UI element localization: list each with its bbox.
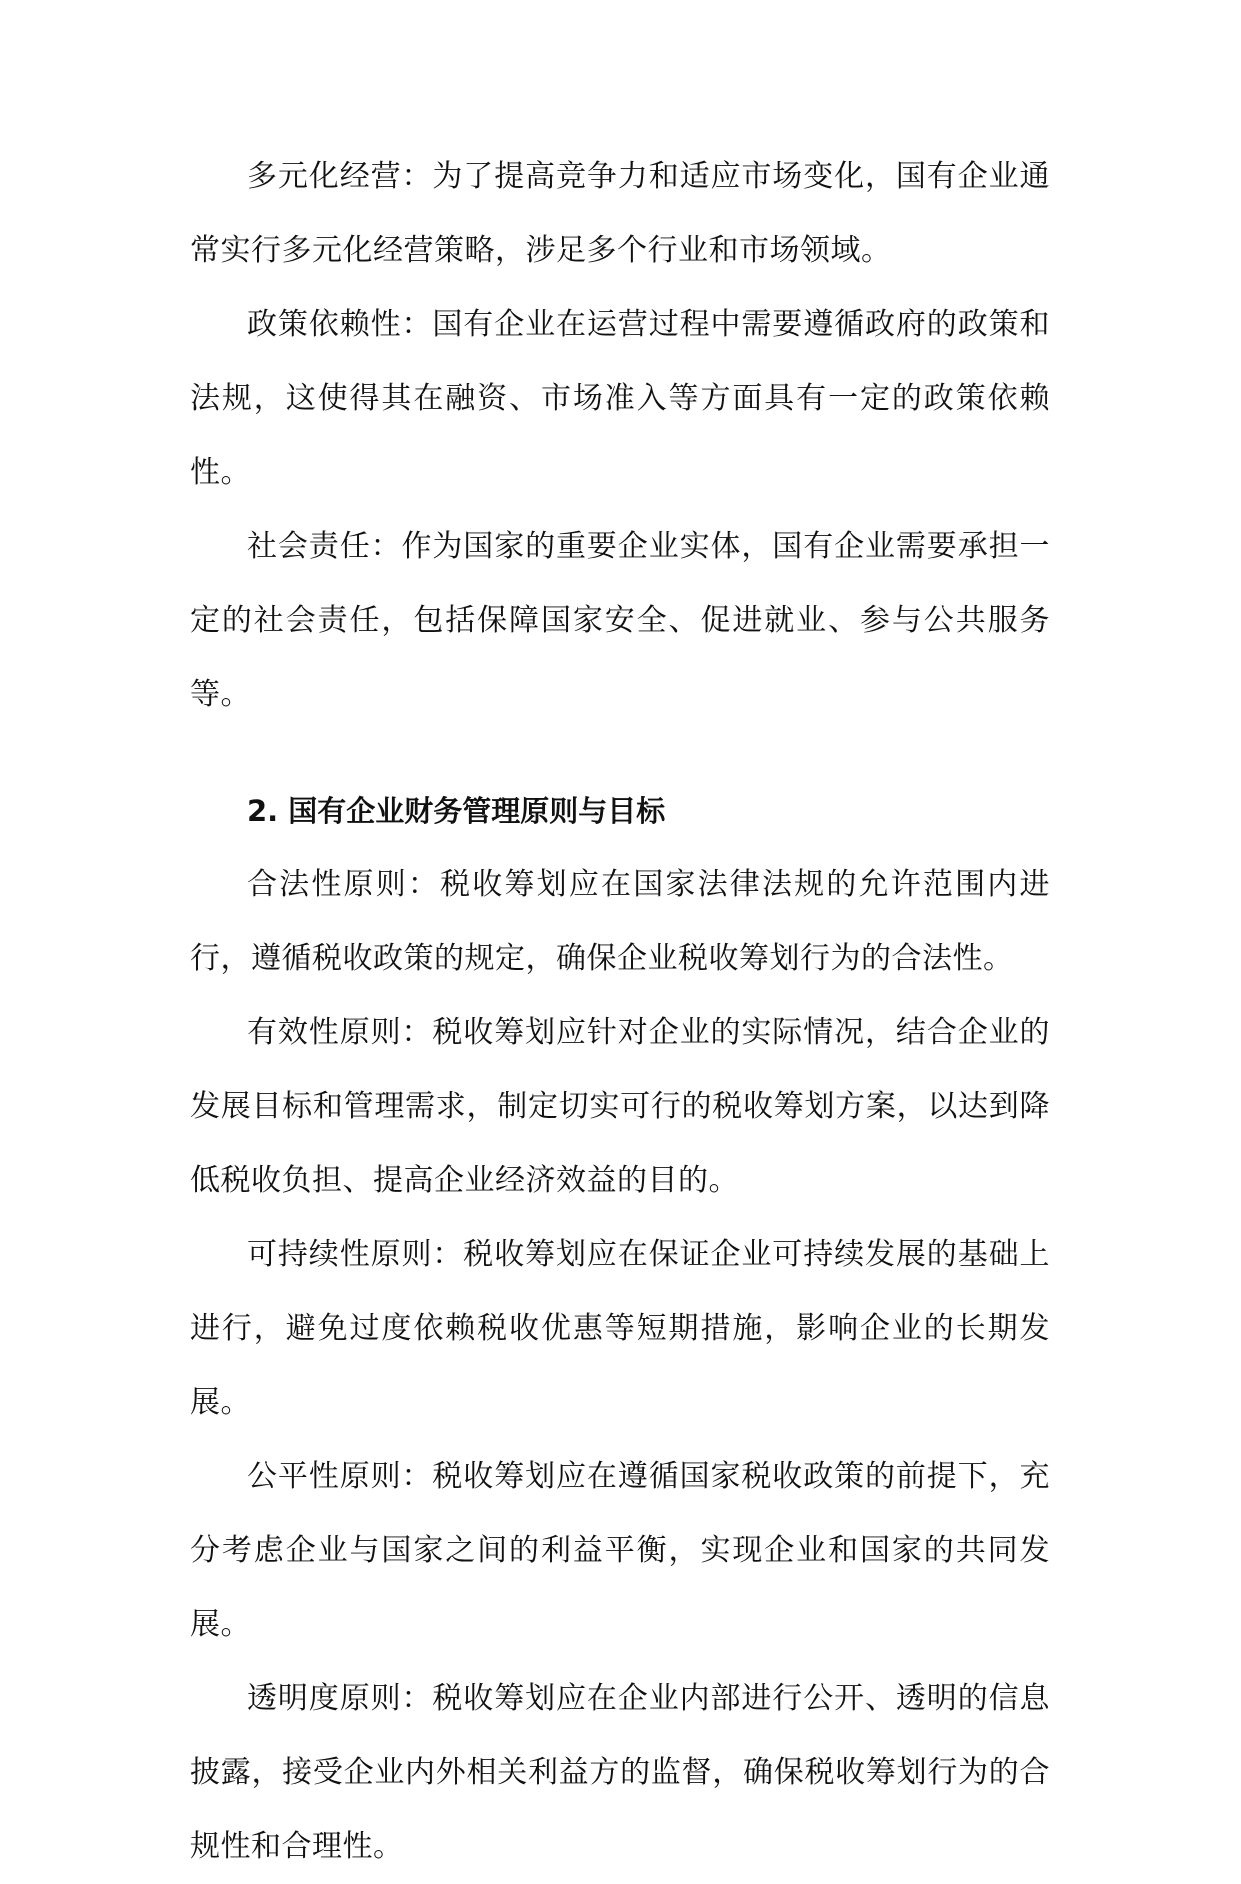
page-content xyxy=(190,140,1050,1884)
paragraph-sustainability-principle: 可持续性原则：税收筹划应在保证企业可持续发展的基础上进行，避免过度依赖税收优惠等短期措施，影响企业的长期发展。 xyxy=(190,1237,1050,1420)
paragraph-effectiveness-principle: 有效性原则：税收筹划应针对企业的实际情况，结合企业的发展目标和管理需求，制定切实可行的税收筹划方案，以达到降低税收负担、提高企业经济效益的目的。 xyxy=(190,1015,1050,1198)
paragraph-legality-principle: 合法性原则：税收筹划应在国家法律法规的允许范围内进行，遵循税收政策的规定，确保企业税收筹划行为的合法性。 xyxy=(190,867,1050,976)
paragraph-transparency-principle: 透明度原则：税收筹划应在企业内部进行公开、透明的信息披露，接受企业内外相关利益方的监督，确保税收筹划行为的合规性和合理性。 xyxy=(190,1681,1050,1864)
paragraph-fairness-principle: 公平性原则：税收筹划应在遵循国家税收政策的前提下，充分考虑企业与国家之间的利益平衡，实现企业和国家的共同发展。 xyxy=(190,1459,1050,1642)
paragraph-policy-dependence: 政策依赖性：国有企业在运营过程中需要遵循政府的政策和法规，这使得其在融资、市场准入等方面具有一定的政策依赖性。 xyxy=(190,307,1050,490)
paragraph-social-responsibility: 社会责任：作为国家的重要企业实体，国有企业需要承担一定的社会责任，包括保障国家安全、促进就业、参与公共服务等。 xyxy=(190,529,1050,712)
paragraph-diversified-operation: 多元化经营：为了提高竞争力和适应市场变化，国有企业通常实行多元化经营策略，涉足多个行业和市场领域。 xyxy=(190,159,1050,268)
section-heading: 2. 国有企业财务管理原则与目标 xyxy=(247,794,666,828)
